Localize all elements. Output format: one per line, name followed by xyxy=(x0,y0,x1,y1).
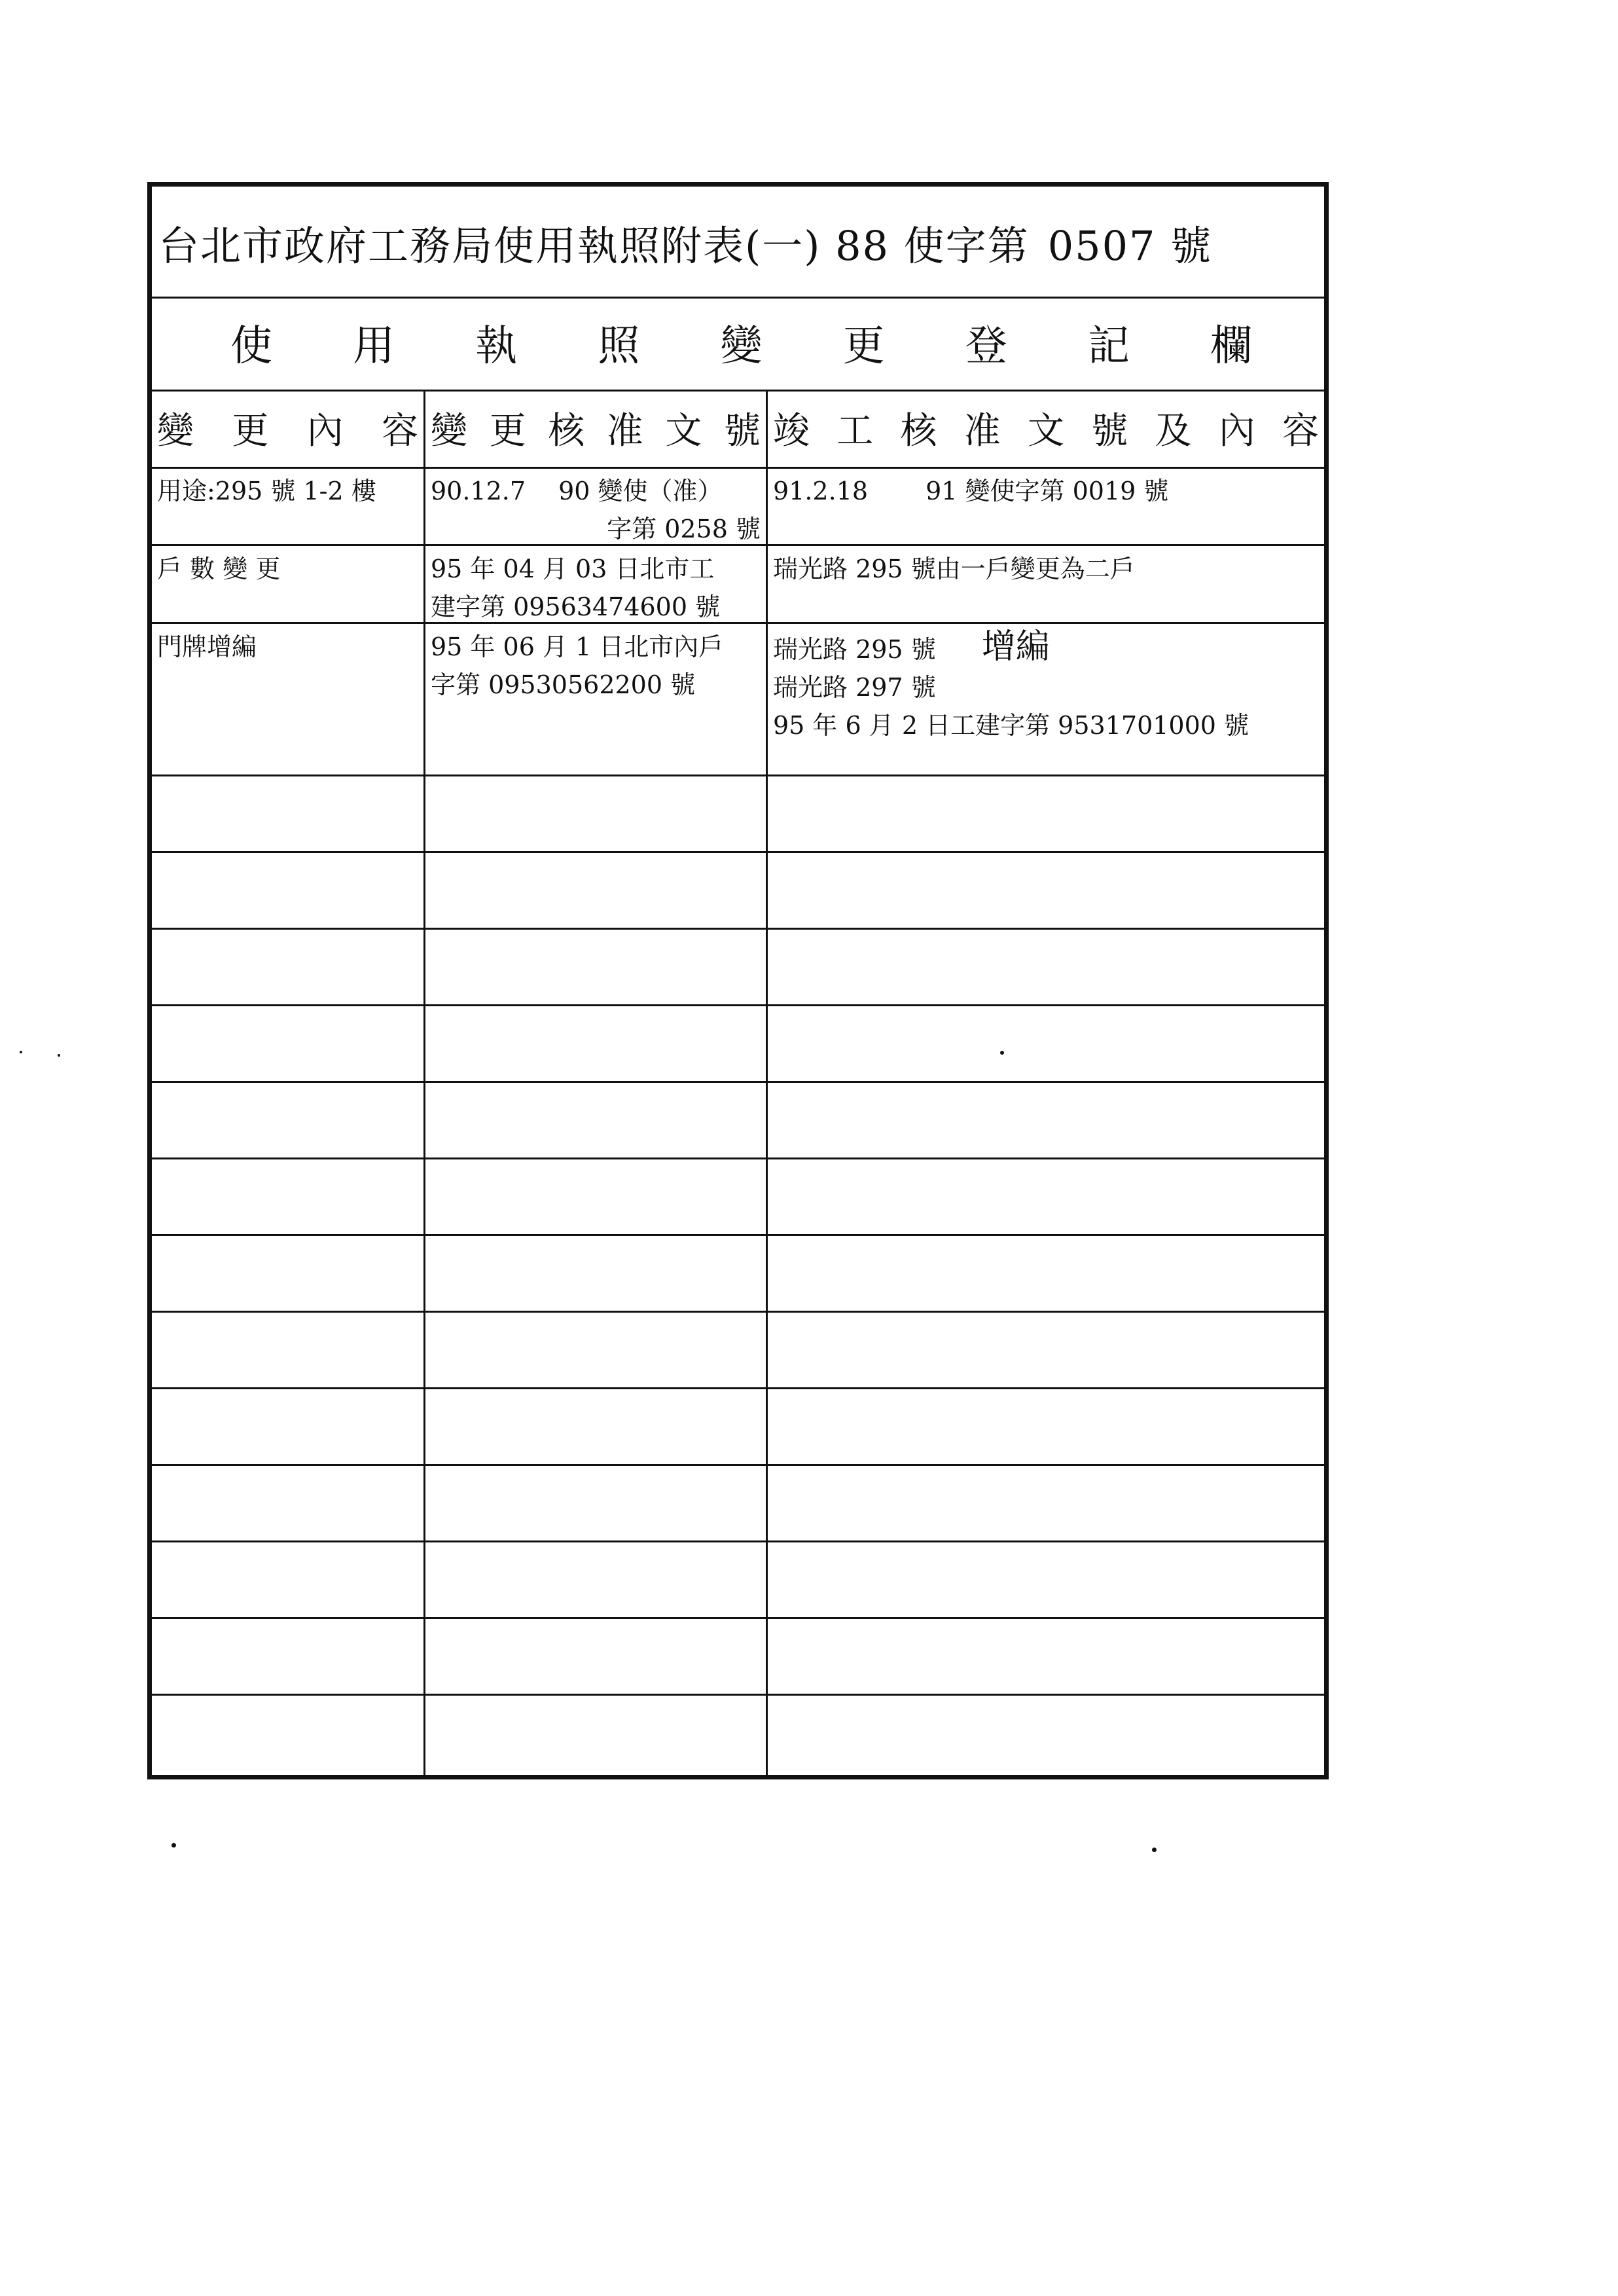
section-heading-char: 用 xyxy=(353,322,395,371)
cell-char: 變 xyxy=(223,555,248,583)
empty-row-divider xyxy=(152,1004,1324,1006)
header-char: 核 xyxy=(900,410,937,452)
section-heading xyxy=(152,297,1324,388)
row-1-approval xyxy=(425,468,766,544)
header-char: 更 xyxy=(232,410,269,452)
cell-char: 戶 xyxy=(157,555,183,583)
cell-text: 91.2.18 91 變使字第 0019 號 xyxy=(773,477,1169,505)
header-char: 文 xyxy=(1028,410,1064,452)
cell-text: 瑞光路 295 號由一戶變更為二戶 xyxy=(773,555,1135,583)
cell-char: 數 xyxy=(190,555,215,583)
cell-text: 95 年 6 月 2 日工建字第 9531701000 號 xyxy=(773,711,1249,740)
license-number: 0507 號 xyxy=(1047,221,1213,270)
section-heading-char: 更 xyxy=(842,322,885,371)
row-2-content xyxy=(152,546,423,622)
scan-speck xyxy=(1152,1848,1157,1852)
added-number-stamp: 增編 xyxy=(981,627,1050,666)
header-char: 准 xyxy=(963,410,1001,452)
header-char: 更 xyxy=(489,410,526,452)
empty-row-divider xyxy=(152,1540,1324,1542)
empty-row-divider xyxy=(152,1387,1324,1389)
empty-row-divider xyxy=(152,1694,1324,1696)
empty-row-divider xyxy=(152,1081,1324,1083)
row-2-approval xyxy=(425,546,766,622)
cell-text: 95 年 06 月 1 日北市內戶 xyxy=(431,632,724,661)
header-char: 號 xyxy=(723,410,761,452)
header-char: 變 xyxy=(431,410,467,452)
divider xyxy=(152,774,1324,776)
empty-row-divider xyxy=(152,851,1324,853)
section-heading-char: 使 xyxy=(230,322,272,371)
column-header-completion xyxy=(768,390,1324,467)
empty-row-divider xyxy=(152,928,1324,930)
section-heading-char: 記 xyxy=(1087,322,1130,371)
cell-text: 瑞光路 295 號 xyxy=(773,635,936,664)
cell-text: 門牌增編 xyxy=(157,632,257,661)
section-heading-char: 執 xyxy=(475,322,518,371)
cell-text: 90.12.7 90 變使（准） xyxy=(431,477,723,505)
form-title-text: 台北市政府工務局使用執照附表(一) 88 使字第 xyxy=(158,221,1030,270)
row-3-content xyxy=(152,624,423,774)
cell-text: 95 年 04 月 03 日北市工 xyxy=(431,555,715,583)
column-header-change-content xyxy=(152,390,423,467)
section-heading-char: 變 xyxy=(720,322,763,371)
cell-text: 用途:295 號 1-2 樓 xyxy=(157,477,376,505)
scan-speck xyxy=(20,1051,22,1053)
empty-row-divider xyxy=(152,1617,1324,1619)
row-2-completion xyxy=(768,546,1324,622)
empty-row-divider xyxy=(152,1464,1324,1466)
header-char: 准 xyxy=(606,410,643,452)
header-char: 核 xyxy=(548,410,585,452)
header-char: 容 xyxy=(1282,410,1319,452)
section-heading-char: 登 xyxy=(965,322,1007,371)
header-char: 容 xyxy=(381,410,418,452)
empty-row-divider xyxy=(152,1234,1324,1236)
row-1-completion xyxy=(768,468,1324,544)
registration-form-table xyxy=(147,182,1329,1779)
section-heading-char: 照 xyxy=(598,322,640,371)
header-char: 工 xyxy=(836,410,874,452)
cell-text: 字第 09530562200 號 xyxy=(431,670,696,699)
header-char: 文 xyxy=(665,410,702,452)
row-1-content xyxy=(152,468,423,544)
empty-row-divider xyxy=(152,1157,1324,1159)
empty-row-divider xyxy=(152,1311,1324,1313)
section-heading-char: 欄 xyxy=(1210,322,1252,371)
header-char: 變 xyxy=(157,410,194,452)
row-3-completion xyxy=(768,624,1324,774)
form-title xyxy=(158,206,1323,278)
cell-char: 更 xyxy=(255,555,281,583)
cell-text: 建字第 09563474600 號 xyxy=(431,592,721,621)
header-char: 內 xyxy=(1218,410,1255,452)
header-char: 竣 xyxy=(773,410,810,452)
cell-text: 瑞光路 297 號 xyxy=(773,673,936,702)
scan-speck xyxy=(58,1054,60,1057)
header-char: 及 xyxy=(1155,410,1192,452)
header-char: 號 xyxy=(1091,410,1128,452)
scan-speck xyxy=(1000,1051,1004,1055)
header-char: 內 xyxy=(306,410,344,452)
scan-speck xyxy=(171,1843,176,1848)
cell-text: 字第 0258 號 xyxy=(607,515,761,543)
column-header-approval-number xyxy=(425,390,766,467)
row-3-approval xyxy=(425,624,766,774)
